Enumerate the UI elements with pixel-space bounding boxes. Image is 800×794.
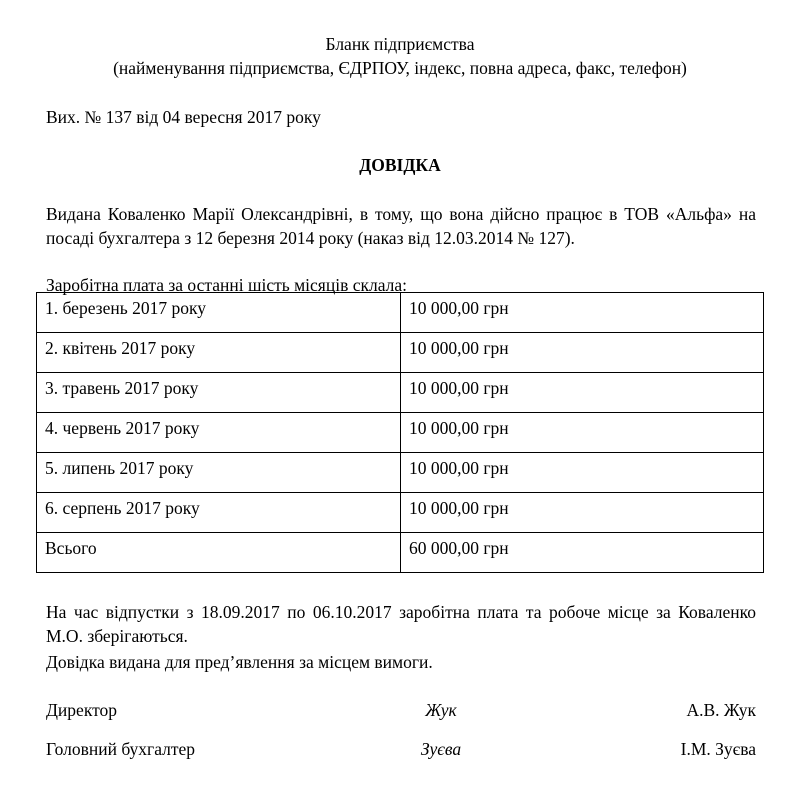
letterhead-title: Бланк підприємства [325,34,475,54]
table-row [37,413,764,453]
accountant-signature-row [46,737,756,761]
accountant-role: Головний бухгалтер [46,739,196,759]
certificate-body-line-1: Видана Коваленко Марії Олександрівні, в тому, що вона дійсно працює в ТОВ «Альфа» на [46,204,756,224]
table-row [37,333,764,373]
period-cell: 5. липень 2017 року [37,453,401,493]
period-cell: 3. травень 2017 року [37,373,401,413]
outgoing-number: Вих. № 137 від 04 вересня 2017 року [46,107,321,127]
director-role: Директор [46,700,118,720]
accountant-signature: Зуєва [420,739,462,759]
period-cell: 1. березень 2017 року [37,293,401,333]
director-name: А.В. Жук [686,700,756,720]
vacation-note-line-1: На час відпустки з 18.09.2017 по 06.10.2017 заробітна плата та робоче місце за Коваленко [46,602,756,622]
amount-cell: 10 000,00 грн [401,333,764,373]
amount-cell: 10 000,00 грн [401,413,764,453]
amount-cell: 10 000,00 грн [401,493,764,533]
table-row [37,373,764,413]
salary-table [36,292,764,573]
vacation-note [46,600,756,648]
table-row [37,453,764,493]
certificate-body [46,202,756,250]
amount-cell: 10 000,00 грн [401,373,764,413]
director-signature: Жук [425,700,457,720]
period-cell: 6. серпень 2017 року [37,493,401,533]
accountant-name: І.М. Зуєва [680,739,756,759]
table-row [37,293,764,333]
salary-table-intro: Заробітна плата за останні шість місяців склала: [46,275,407,295]
table-row [37,493,764,533]
total-label-cell: Всього [37,533,401,573]
amount-cell: 10 000,00 грн [401,453,764,493]
period-cell: 2. квітень 2017 року [37,333,401,373]
certificate-body-line-2: посаді бухгалтера з 12 березня 2014 року (наказ від 12.03.2014 № 127). [46,228,575,248]
document-title: ДОВІДКА [359,155,441,175]
table-total-row [37,533,764,573]
amount-cell: 10 000,00 грн [401,293,764,333]
letterhead [0,32,800,80]
issued-purpose: Довідка видана для пред’явлення за місцем вимоги. [46,652,433,672]
director-signature-row [46,698,756,722]
total-amount-cell: 60 000,00 грн [401,533,764,573]
letterhead-details: (найменування підприємства, ЄДРПОУ, індекс, повна адреса, факс, телефон) [113,58,687,78]
vacation-note-line-2: М.О. зберігаються. [46,626,188,646]
period-cell: 4. червень 2017 року [37,413,401,453]
